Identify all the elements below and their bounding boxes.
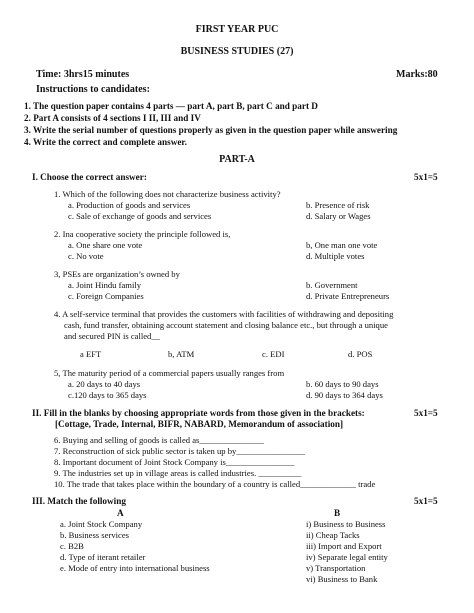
option: b, ATM [168,349,195,359]
match-b-item: vi) Business to Bank [306,574,378,584]
option: d. Multiple votes [306,251,365,261]
option: d. 90 days to 364 days [306,390,383,400]
option: a EFT [80,349,102,359]
column-a-header: A [117,508,124,518]
option: c. Sale of exchange of goods and services [68,211,212,221]
match-a-item: e. Mode of entry into international business [60,563,210,573]
match-b-item: ii) Cheap Tacks [306,530,360,540]
section-2-marks: 5x1=5 [414,408,438,418]
match-a-item: a. Joint Stock Company [60,519,143,529]
time-label: Time: 3hrs15 minutes [36,69,130,80]
question-1: 1. Which of the following does not characterize business activity? [54,189,281,199]
question-4-cont: and secured PIN is called__ [64,331,160,341]
match-b-item: i) Business to Business [306,519,386,529]
instruction-item: 1. The question paper contains 4 parts — part A, part B, part C and part D [24,101,318,111]
section-2-heading: II. Fill in the blanks by choosing appropriate words from those given in the brackets: [32,408,365,418]
section-3-marks: 5x1=5 [414,496,438,506]
option: c. EDI [262,349,285,359]
option: a. Joint Hindu family [68,280,142,290]
option: b. 60 days to 90 days [306,379,379,389]
fill-blank-item: 8. Important document of Joint Stock Company is________________ [54,457,295,467]
fill-blank-item: 9. The industries set up in village areas is called industries. __________ [54,468,302,478]
question-3: 3, PSEs are organization’s owned by [54,269,180,279]
question-2: 2. Ina cooperative society the principle followed is, [54,229,231,239]
match-b-item: v) Transportation [306,563,366,573]
option: a. Production of goods and services [68,200,191,210]
exam-title: FIRST YEAR PUC [195,24,279,35]
match-a-item: c. B2B [60,541,84,551]
option: d. Salary or Wages [306,211,371,221]
instructions-heading: Instructions to candidates: [36,84,150,95]
section-1-heading: I. Choose the correct answer: [32,172,147,182]
marks-label: Marks:80 [396,69,438,80]
option: b. Presence of risk [306,200,370,210]
section-3-heading: III. Match the following [32,496,126,506]
instruction-item: 4. Write the correct and complete answer. [24,137,187,147]
match-a-item: d. Type of iterant retailer [60,552,146,562]
section-2-word-bank: [Cottage, Trade, Internal, BIFR, NABARD, Memorandum of association] [55,419,344,429]
option: a. One share one vote [68,240,143,250]
part-a-title: PART-A [219,154,255,165]
instruction-item: 3. Write the serial number of questions properly as given in the question paper while answering [24,125,398,135]
column-b-header: B [334,508,341,518]
option: c. Foreign Companies [68,291,144,301]
question-4-cont: cash, fund transfer, obtaining account statement and closing balance etc., but through a unique [64,320,388,330]
subject-title: BUSINESS STUDIES (27) [180,46,294,57]
option: a. 20 days to 40 days [68,379,141,389]
match-b-item: iv) Separate legal entity [306,552,388,562]
fill-blank-item: 6. Buying and selling of goods is called as_______________ [54,435,264,445]
option: b. Government [306,280,358,290]
question-4: 4. A self-service terminal that provides the customers with facilities of withdrawing and depositing [54,309,394,319]
option: d. POS [348,349,373,359]
option: b, One man one vote [306,240,378,250]
option: c. No vote [68,251,104,261]
option: c.120 days to 365 days [68,390,147,400]
option: d. Private Entrepreneurs [306,291,390,301]
question-5: 5, The maturity period of a commercial papers usually ranges from [54,368,285,378]
match-a-item: b. Business services [60,530,129,540]
fill-blank-item: 7. Reconstruction of sick public sector is taken up by________________ [54,446,306,456]
fill-blank-item: 10. The trade that takes place within the boundary of a country is called_____________ trade [54,479,376,489]
section-1-marks: 5x1=5 [414,172,438,182]
instruction-item: 2. Part A consists of 4 sections I II, III and IV [24,113,201,123]
match-b-item: iii) Import and Export [306,541,382,551]
